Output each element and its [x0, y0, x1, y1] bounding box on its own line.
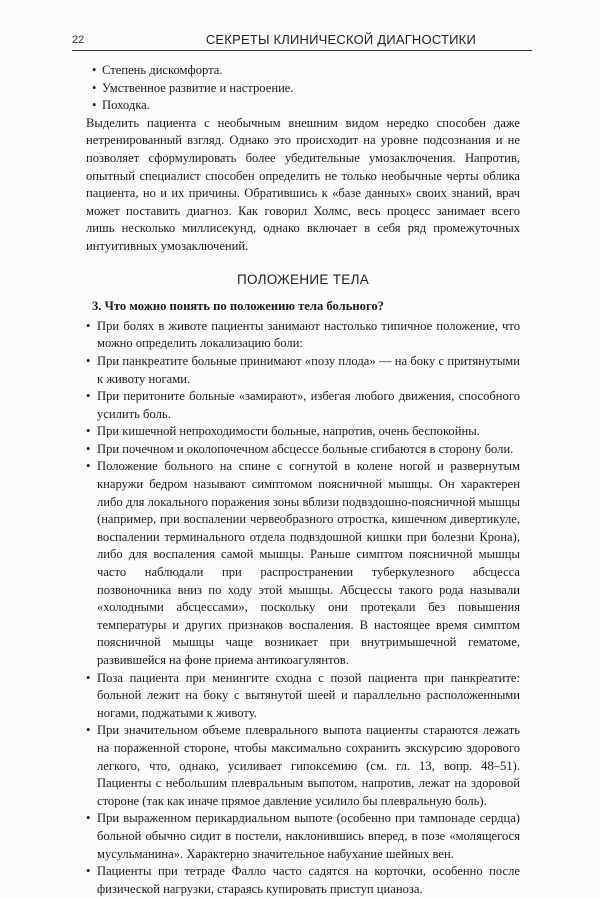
- page-header: [72, 30, 532, 51]
- list-item: • При перитоните больные «замирают», избегая любого движения, способного усилить боль.: [86, 388, 520, 423]
- list-item: • При выраженном перикардиальном выпоте (особенно при тампонаде сердца) больной обычно сидит в постели, наклонившись вперед, в позе «молящегося мусульманина». Характерно значительное набухание шейных вен.: [86, 810, 520, 863]
- top-list: [86, 62, 520, 115]
- question-heading: 3. Что можно понять по положению тела больного?: [92, 299, 384, 314]
- page-body: [86, 62, 520, 898]
- list-item: • При значительном объеме плеврального выпота пациенты стараются лежать на пораженной стороне, чтобы максимально сохранить экскурсию здорового легкого, что, однако, усиливает гипоксемию (см. гл. 13, вопр. 48–51). Пациенты с небольшим плевральным выпотом, напротив, лежат на здоровой стороне (так как иначе прямое давление усилило бы плевральную боль).: [86, 722, 520, 810]
- list-item: • При болях в животе пациенты занимают настолько типичное положение, что можно определить локализацию боли:: [86, 318, 520, 353]
- list-item: • При кишечной непроходимости больные, напротив, очень беспокойны.: [86, 423, 520, 441]
- list-item: • Пациенты при тетраде Фалло часто садятся на корточки, особенно после физической нагрузки, стараясь купировать приступ цианоза.: [86, 863, 520, 898]
- list-item: • Положение больного на спине с согнутой в колене ногой и развернутым кнаружи бедром называют симптомом поясничной мышцы. Он характерен либо для локального поражения зоны вблизи подвздошно-поясничной мышцы (например, при воспалении червеобразного отростка, кишечном дивертикуле, воспалении терминального отдела подвздошной кишки при болезни Крона), либо для воспаления самой мышцы. Раньше симптом поясничной мышцы часто наблюдали при распространении туберкулезного абсцесса позвоночника вниз по ходу этой мышцы. Абсцессы такого рода называли «холодными абсцессами», поскольку они протекали без повышения температуры и других признаков воспаления. В настоящее время симптом поясничной мышцы чаще возникает при внутримышечной гематоме, развившейся на фоне приема антикоагулянтов.: [86, 458, 520, 669]
- list-item: • При панкреатите больные принимают «позу плода» — на боку с притянутыми к животу ногами.: [86, 353, 520, 388]
- body-position-list: [86, 318, 520, 898]
- intro-paragraph: Выделить пациента с необычным внешним видом нередко способен даже нетренированный взгляд. Однако это происходит на уровне подсознания и не позволяет сформулировать более убедительные умозаключения. Напротив, опытный специалист способен определить не только необычные черты облика пациента, но и их причины. Обратившись к «базе данных» своих знаний, врач может поставить диагноз. Как говорил Холмс, весь процесс занимает всего лишь несколько миллисекунд, однако включает в себя ряд промежуточных интуитивных умозаключений.: [86, 115, 520, 253]
- list-item: • При почечном и околопочечном абсцессе больные сгибаются в сторону боли.: [86, 441, 520, 459]
- running-title: СЕКРЕТЫ КЛИНИЧЕСКОЙ ДИАГНОСТИКИ: [205, 32, 476, 47]
- list-item: • Степень дискомфорта.: [86, 62, 520, 80]
- list-item: • Поза пациента при менингите сходна с позой пациента при панкреатите: больной лежит на боку с вытянутой шеей и параллельно расположенными ногами, поджатыми к животу.: [86, 670, 520, 723]
- page-number: 22: [72, 34, 85, 46]
- section-title: ПОЛОЖЕНИЕ ТЕЛА: [236, 271, 370, 287]
- list-item: • Походка.: [86, 97, 520, 115]
- list-item: • Умственное развитие и настроение.: [86, 80, 520, 98]
